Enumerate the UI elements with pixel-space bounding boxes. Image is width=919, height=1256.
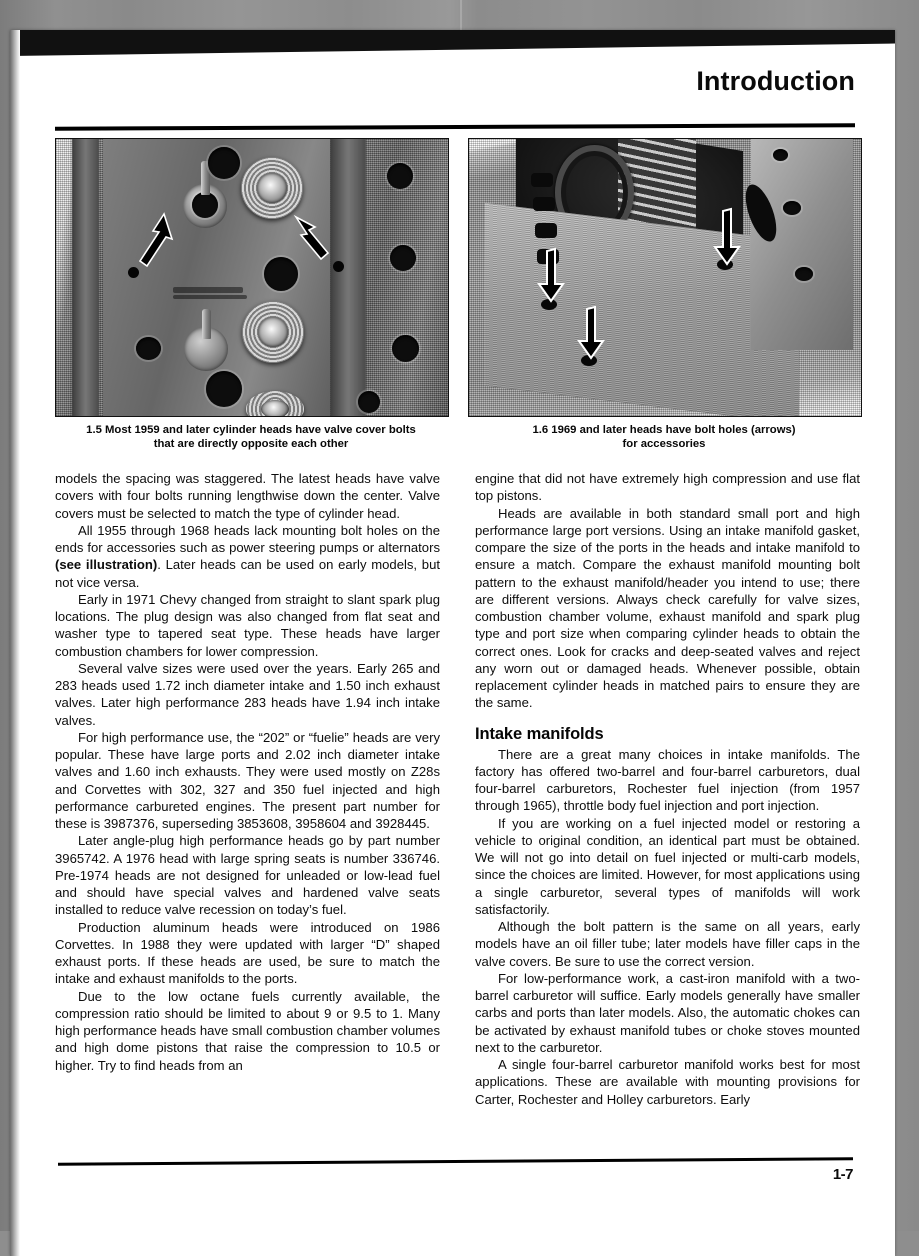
paragraph: Several valve sizes were used over the years. Early 265 and 283 heads used 1.72 inch diameter intake and 1.50 inch exhaust valves. Later high performance 283 heads have 1.94 inch intake valves.	[55, 660, 440, 729]
text-column-right	[475, 470, 860, 1108]
paragraph: For low-performance work, a cast-iron manifold with a two-barrel carburetor will suffice. Early models generally have smaller carbs and ports than later models. Also, the automatic chokes can be activated by exhaust manifold tubes or choke stoves mounted next to the carburetor.	[475, 970, 860, 1056]
caption-line-1: 1.6 1969 and later heads have bolt holes (arrows)	[532, 424, 795, 436]
callout-arrow	[140, 214, 172, 266]
figure-1-5	[55, 138, 447, 452]
callout-arrow	[296, 217, 328, 259]
header-rule	[55, 123, 855, 130]
paragraph: Early in 1971 Chevy changed from straight to slant spark plug locations. The plug design was also changed from flat seat and washer type to tapered seat type. These heads have larger combustion chambers for lower compression.	[55, 591, 440, 660]
paragraph: Heads are available in both standard small port and high performance large port versions. Using an intake manifold gasket, compare the size of the ports in the heads and intake manifold to ensure a match. Compare the exhaust manifold mounting bolt pattern to the exhaust manifold/header you intend to use; there are different versions. Always check carefully for valve sizes, combustion chamber volume, exhaust manifold and spark plug type and port size when comparing cylinder heads to obtain the correct ones. Look for cracks and deep-seated valves and reject any worn out or damaged heads. Whenever possible, obtain replacement cylinder heads in matched pairs to ensure they are the same.	[475, 505, 860, 712]
paragraph-text: All 1955 through 1968 heads lack mounting bolt holes on the ends for accessories such as power steering pumps or alternators	[55, 523, 440, 555]
footer-rule	[58, 1157, 853, 1166]
paragraph: Production aluminum heads were introduced on 1986 Corvettes. In 1988 they were updated with larger “D” shaped exhaust ports. If these heads are used, be sure to match the intake and exhaust manifolds to the ports.	[55, 919, 440, 988]
callout-arrow	[579, 307, 603, 358]
paragraph: Due to the low octane fuels currently available, the compression ratio should be limited to about 9 or 9.5 to 1. Many high performance heads have small combustion chamber volumes and high dome pistons that raise the compression to 10.5 or higher. Try to find heads from an	[55, 988, 440, 1074]
document-page	[10, 30, 895, 1256]
paragraph: engine that did not have extremely high compression and use flat top pistons.	[475, 470, 860, 505]
figure-1-6-caption	[468, 423, 860, 452]
paragraph: There are a great many choices in intake manifolds. The factory has offered two-barrel and four-barrel carburetors, dual four-barrel carburetors, Rochester fuel injection (from 1957 through 1965), throttle body fuel injection and port injection.	[475, 746, 860, 815]
caption-line-2: that are directly opposite each other	[154, 438, 349, 450]
callout-arrow	[539, 249, 563, 301]
figure-row	[55, 138, 860, 463]
caption-line-1: 1.5 Most 1959 and later cylinder heads have valve cover bolts	[86, 424, 416, 436]
paragraph: For high performance use, the “202” or “fuelie” heads are very popular. These have large ports and 2.02 inch diameter intake valves and 1.60 inch exhausts. They were used mostly on Z28s and Corvettes with 302, 327 and 350 fuel injected and high performance carbureted engines. The present part number for these is 3987376, superseding 3853608, 3958604 and 3928445.	[55, 729, 440, 833]
paragraph: Although the bolt pattern is the same on all years, early models have an oil filler tube; later models have filler caps in the valve covers. Be sure to use the correct version.	[475, 918, 860, 970]
figure-1-6	[468, 138, 860, 452]
figure-1-5-caption	[55, 423, 447, 452]
see-illustration-ref: (see illustration)	[55, 557, 157, 572]
figure-1-6-arrow-layer	[469, 139, 861, 416]
text-column-left	[55, 470, 440, 1074]
paragraph-text-cont: . Later heads can be used on early models, but not vice versa.	[55, 557, 440, 589]
paragraph: models the spacing was staggered. The latest heads have valve covers with four bolts running lengthwise down the center. Valve covers must be selected to match the type of cylinder head.	[55, 470, 440, 522]
section-heading-intake-manifolds: Intake manifolds	[475, 725, 860, 744]
page-top-shadow	[10, 30, 895, 56]
caption-line-2: for accessories	[623, 438, 706, 450]
paragraph: A single four-barrel carburetor manifold works best for most applications. These are available with mounting provisions for Carter, Rochester and Holley carburetors. Early	[475, 1056, 860, 1108]
paragraph: Later angle-plug high performance heads go by part number 3965742. A 1976 head with large spring seats is number 336746. Pre-1974 heads are not designed for unleaded or low-lead fuel and should have special valves and hardened valve seats installed to reduce valve recession on today’s fuel.	[55, 832, 440, 918]
figure-1-5-arrow-layer	[56, 139, 448, 416]
page-number: 1-7	[833, 1166, 853, 1183]
figure-1-6-photo	[468, 138, 862, 417]
callout-arrow	[715, 209, 739, 264]
page-title: Introduction	[50, 68, 855, 95]
paragraph: If you are working on a fuel injected model or restoring a vehicle to original condition, an identical part must be obtained. We will not go into detail on fuel injected or multi-carb models, since the choices are limited. However, for most applications using a single carburetor, several types of manifolds will work satisfactorily.	[475, 815, 860, 919]
page-left-shadow	[10, 30, 20, 1256]
page-header	[50, 68, 855, 95]
figure-1-5-photo	[55, 138, 449, 417]
paragraph	[55, 522, 440, 591]
